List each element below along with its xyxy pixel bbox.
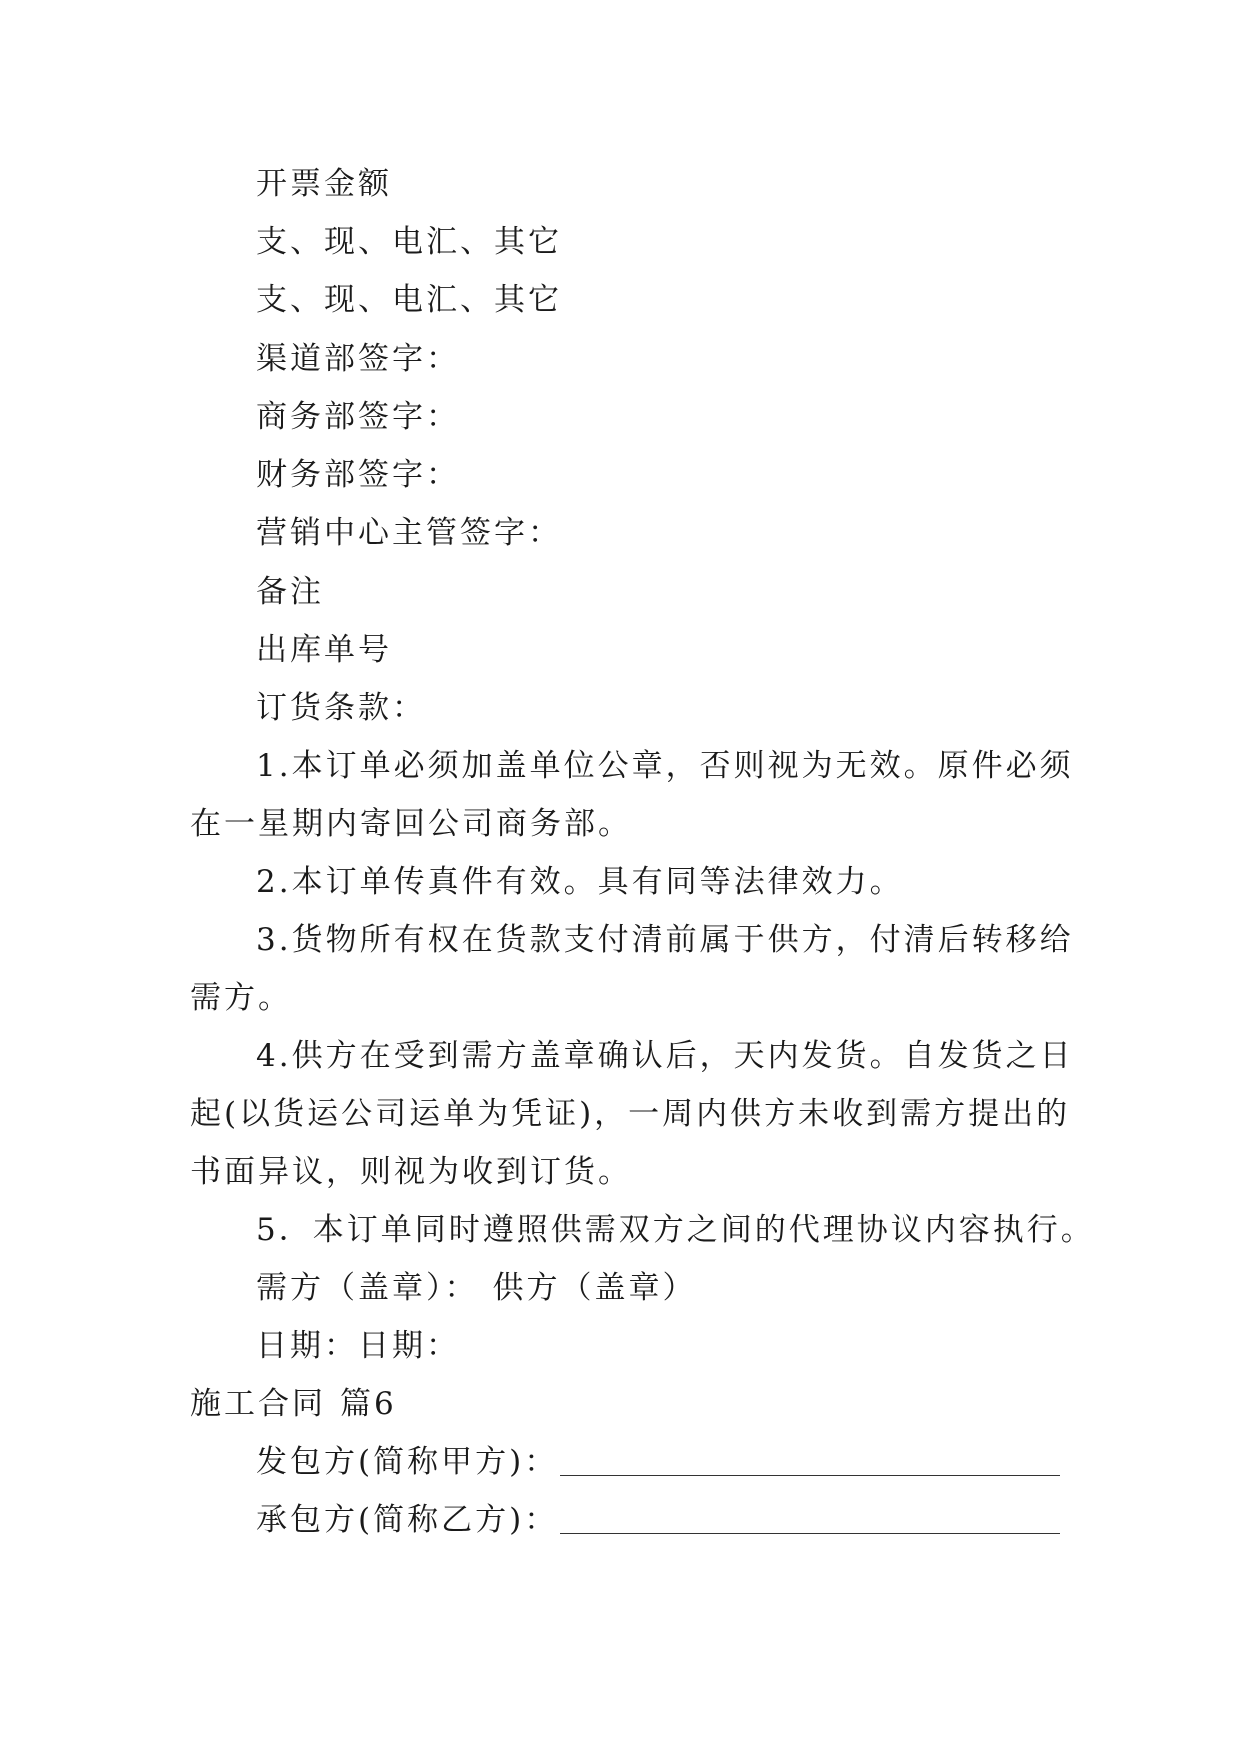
- supplier-seal-label: 供方（盖章）: [492, 1270, 697, 1306]
- marketing-supervisor-signature-label: 营销中心主管签字：: [256, 515, 562, 551]
- order-terms-heading: 订货条款：: [256, 690, 426, 726]
- remarks-label: 备注: [256, 574, 324, 610]
- party-b-blank-field: [560, 1533, 1060, 1534]
- delivery-number-label: 出库单号: [256, 632, 392, 668]
- buyer-seal-label: 需方（盖章）：: [256, 1270, 479, 1306]
- business-dept-signature-label: 商务部签字：: [256, 399, 460, 435]
- finance-dept-signature-label: 财务部签字：: [256, 457, 460, 493]
- party-a-label: 发包方(简称甲方)：: [256, 1444, 559, 1480]
- term-4-line-3: 书面异议，则视为收到订货。: [190, 1154, 632, 1190]
- term-5: 5．本订单同时遵照供需双方之间的代理协议内容执行。: [256, 1212, 1095, 1248]
- term-3-line-2: 需方。: [190, 980, 292, 1016]
- term-1-line-2: 在一星期内寄回公司商务部。: [190, 806, 632, 842]
- term-1-line-1: 1.本订单必须加盖单位公章，否则视为无效。原件必须: [256, 748, 1074, 784]
- seal-line: [256, 1268, 697, 1308]
- party-b-line: [256, 1500, 1060, 1540]
- party-b-label: 承包方(简称乙方)：: [256, 1502, 559, 1538]
- term-3-line-1: 3.货物所有权在货款支付清前属于供方，付清后转移给: [256, 922, 1074, 958]
- payment-method-line-1: 支、现、电汇、其它: [256, 224, 562, 260]
- party-a-blank-field: [560, 1475, 1060, 1476]
- party-a-line: [256, 1442, 1060, 1482]
- payment-method-line-2: 支、现、电汇、其它: [256, 282, 562, 318]
- term-2: 2.本订单传真件有效。具有同等法律效力。: [256, 864, 904, 900]
- term-4-line-2: 起(以货运公司运单为凭证)，一周内供方未收到需方提出的: [190, 1096, 1071, 1132]
- invoice-amount-label: 开票金额: [256, 166, 392, 202]
- date-line: 日期：日期：: [256, 1328, 460, 1364]
- section-number: 篇6: [340, 1386, 397, 1422]
- channel-dept-signature-label: 渠道部签字：: [256, 341, 460, 377]
- section-title: 施工合同: [190, 1386, 326, 1422]
- term-4-line-1: 4.供方在受到需方盖章确认后，天内发货。自发货之日: [256, 1038, 1074, 1074]
- section-heading: [190, 1384, 397, 1424]
